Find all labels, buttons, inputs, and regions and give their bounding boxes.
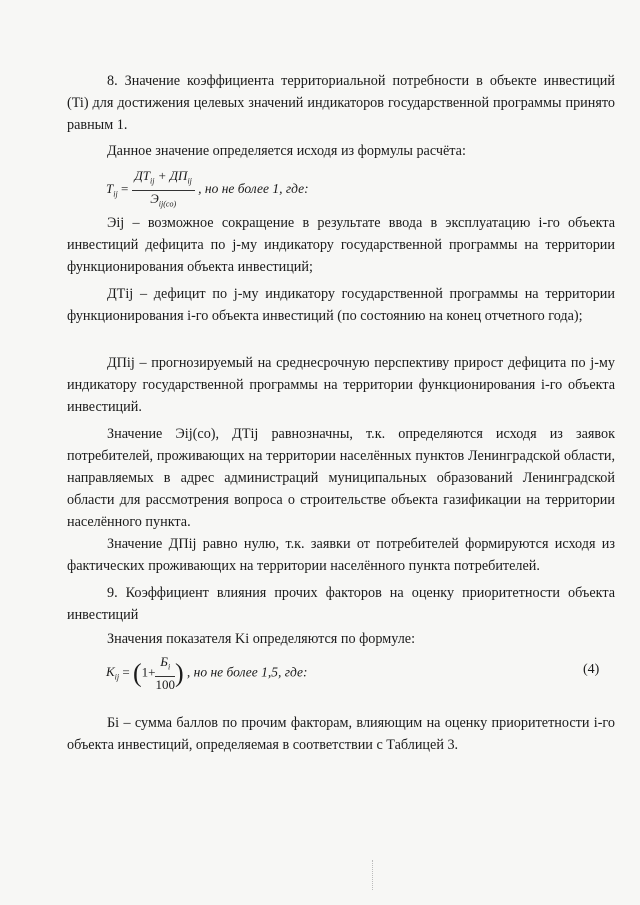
formula-ti-numerator: $ДТ_{ij} + ДП_{ij}$ bbox=[132, 168, 195, 191]
formula-ki-one-plus: 1+ bbox=[141, 664, 156, 680]
formula-ki-denominator: 100 bbox=[155, 676, 175, 692]
paragraph-dpij-zero: Значение ДПij равно нулю, т.к. заявки от потребителей формируются исходя из фактических проживающих на территории населённого пункта потребителей. bbox=[67, 536, 615, 574]
paragraph-equivalence: Значение Эij(co), ДТij равнозначны, т.к. определяются исходя из заявок потребителей, проживающих на территории населённых пунктов Ленинградской области, направляемых в адрес администраций муниципальных образований Ленинградской области для рассмотрения вопроса о строительстве объекта газификации на территории населённого пункта. bbox=[67, 426, 615, 530]
formula-ti-condition: , но не более 1, где: bbox=[198, 181, 309, 197]
paragraph-section-9: 9. Коэффициент влияния прочих факторов на оценку приоритетности объекта инвестиций bbox=[67, 585, 615, 623]
formula-ti-denominator: $Э_{ij(co)}$ bbox=[150, 190, 177, 209]
formula-ki-condition: , но не более 1,5, где: bbox=[186, 664, 308, 680]
paragraph-section-8: 8. Значение коэффициента территориальной потребности в объекте инвестиций (Ti) для достижения целевых значений индикаторов государственной программы принято равным 1. bbox=[67, 73, 615, 133]
formula-ki-equals: = bbox=[122, 664, 130, 680]
paragraph-dpij-definition: ДПij – прогнозируемый на среднесрочную перспективу прирост дефицита по j-му индикатору государственной программы на территории функционирования i-го объекта инвестиций. bbox=[67, 355, 615, 415]
formula-ki-numerator: $Б_i$ bbox=[155, 654, 175, 677]
formula-ti-equals: = bbox=[120, 181, 129, 197]
paragraph-formula-intro: Данное значение определяется исходя из формулы расчёта: bbox=[107, 143, 466, 159]
paragraph-dtij-definition: ДТij – дефицит по j-му индикатору государственной программы на территории функционирования i-го объекта инвестиций (по состоянию на конец отчетного года); bbox=[67, 286, 615, 324]
scan-artifact-divider bbox=[372, 860, 374, 890]
paragraph-ki-intro: Значения показателя Ki определяются по формуле: bbox=[107, 631, 416, 647]
paragraph-bi-definition: Бi – сумма баллов по прочим факторам, влияющим на оценку приоритетности i-го объекта инвестиций, определяемая в соответствии с Таблицей 3. bbox=[67, 715, 615, 753]
formula-ti-fraction bbox=[132, 168, 195, 212]
paragraph-eij-definition: Эij – возможное сокращение в результате ввода в эксплуатацию i-го объекта инвестиций дефицита по j-му индикатору государственной программы на территории функционирования объекта инвестиций; bbox=[67, 215, 615, 275]
formula-ki-lhs: $K_{ij}$ bbox=[106, 664, 120, 682]
formula-ti-lhs: $T_{ij}$ bbox=[106, 181, 118, 199]
formula-ki-fraction bbox=[155, 654, 175, 693]
formula-ki-open-paren: ( bbox=[132, 658, 142, 688]
formula-ki-close-paren: ) bbox=[174, 658, 184, 688]
formula-ti bbox=[106, 168, 309, 212]
formula-ki bbox=[106, 654, 308, 693]
formula-number: (4) bbox=[583, 662, 600, 677]
